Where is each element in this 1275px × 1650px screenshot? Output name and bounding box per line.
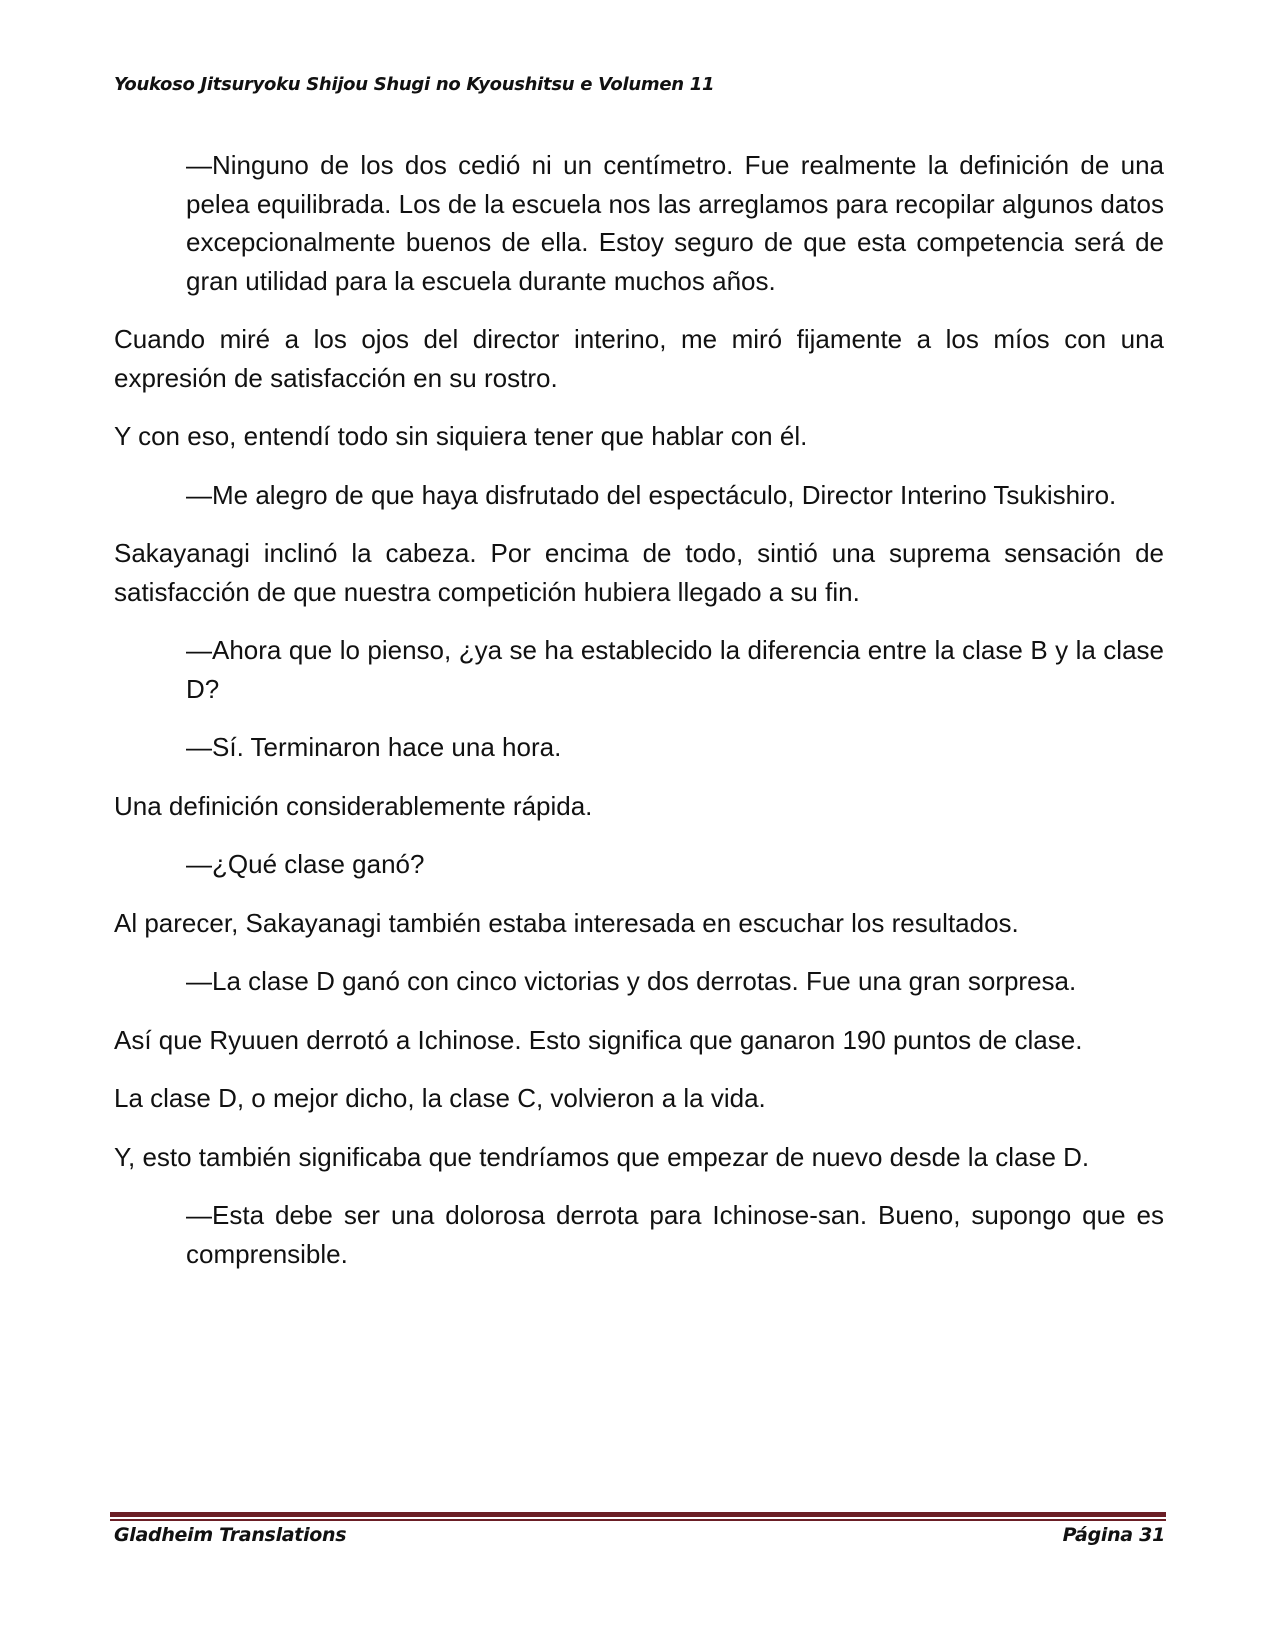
paragraph-narration: La clase D, o mejor dicho, la clase C, volvieron a la vida. [114, 1083, 766, 1113]
footer-page-number: Página 31 [1062, 1524, 1165, 1546]
paragraph-dialogue: —Sí. Terminaron hace una hora. [186, 732, 562, 762]
paragraph-dialogue: —Ninguno de los dos cedió ni un centímetro. Fue realmente la definición de una pelea equilibrada. Los de la escuela nos las arreglamos para recopilar algunos datos excepcionalmente buenos de ella. Estoy seguro de que esta competencia será de gran utilidad para la escuela durante muchos años. [186, 150, 1164, 296]
paragraph-narration: Así que Ryuuen derrotó a Ichinose. Esto significa que ganaron 190 puntos de clase. [114, 1024, 1083, 1055]
footer-publisher: Gladheim Translations [114, 1524, 347, 1546]
paragraph-narration: Sakayanagi inclinó la cabeza. Por encima de todo, sintió una suprema sensación de satisfacción de que nuestra competición hubiera llegado a su fin. [114, 538, 1164, 607]
paragraph-dialogue: —Ahora que lo pienso, ¿ya se ha establecido la diferencia entre la clase B y la clase D? [186, 635, 1164, 704]
paragraph-narration: Cuando miré a los ojos del director interino, me miró fijamente a los míos con una expresión de satisfacción en su rostro. [114, 324, 1164, 393]
paragraph-dialogue: —Me alegro de que haya disfrutado del espectáculo, Director Interino Tsukishiro. [186, 479, 1117, 510]
paragraph-narration: Al parecer, Sakayanagi también estaba interesada en escuchar los resultados. [114, 907, 1019, 938]
paragraph-dialogue: —La clase D ganó con cinco victorias y dos derrotas. Fue una gran sorpresa. [186, 966, 1077, 996]
paragraph-narration: Y con eso, entendí todo sin siquiera tener que hablar con él. [114, 421, 808, 451]
header-title: Youkoso Jitsuryoku Shijou Shugi no Kyoushitsu e Volumen 11 [114, 74, 715, 95]
paragraph-dialogue: —¿Qué clase ganó? [186, 849, 425, 879]
page-body [114, 146, 1164, 1293]
paragraph-narration: Una definición considerablemente rápida. [114, 790, 593, 821]
footer-divider [110, 1512, 1166, 1520]
paragraph-narration: Y, esto también significaba que tendríamos que empezar de nuevo desde la clase D. [114, 1141, 1090, 1172]
paragraph-dialogue: —Esta debe ser una dolorosa derrota para Ichinose-san. Bueno, supongo que es comprensible. [186, 1200, 1164, 1269]
footer-divider-thick [110, 1512, 1166, 1517]
footer-divider-thin [110, 1519, 1166, 1521]
